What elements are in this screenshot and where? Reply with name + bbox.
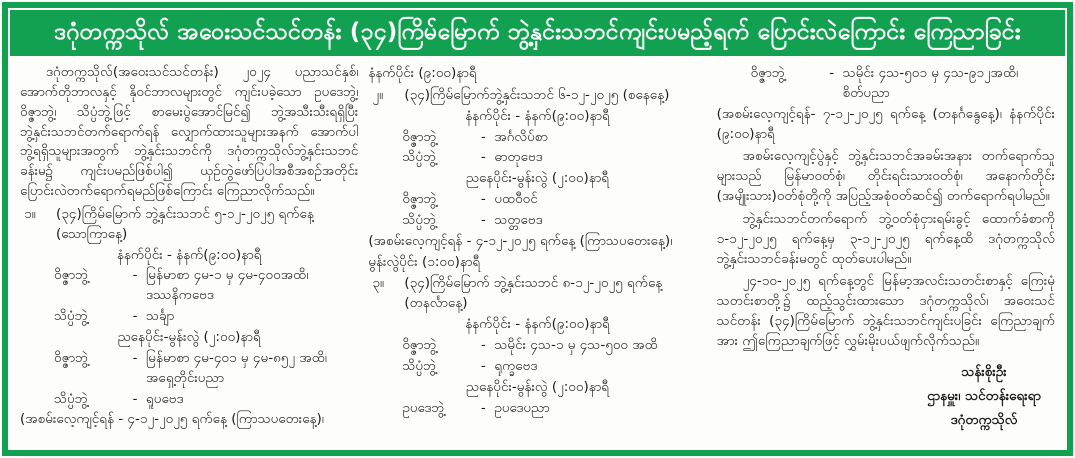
dash: - bbox=[480, 128, 486, 145]
dash: - bbox=[480, 191, 486, 208]
page-title: ဒဂုံတက္ကသိုလ် အဝေးသင်သင်တန်း (၃၄)ကြိမ်မြောက် ဘွဲ့နှင်းသဘင်ကျင်းပမည့်ရက် ပြောင်းလဲကြောင်း ကြေညာခြင်း bbox=[54, 19, 1021, 46]
degree-row bbox=[20, 307, 358, 327]
degree-label: ဝိဇ္ဇာဘွဲ့ bbox=[402, 336, 437, 353]
degree-row bbox=[368, 336, 706, 356]
afternoon-session-label: ညနေပိုင်း-မွန်းလွဲ (၂:၀၀)နာရီ bbox=[465, 378, 610, 395]
item-subtitle: (တနင်္လာနေ့) bbox=[404, 295, 468, 312]
morning-session-label: နံနက်ပိုင်း - နံနက်(၉:၀၀)နာရီ bbox=[465, 316, 610, 333]
practice-note-continuation: နံနက်ပိုင်း (၉:၀၀)နာရီ bbox=[368, 65, 477, 81]
degree-subjects: ရူပဗေဒ bbox=[146, 390, 184, 407]
intro-paragraph: ဒဂုံတက္ကသိုလ်(အဝေးသင်သင်တန်း) ၂၀၂၄ ပညာသင်နှစ်၊ အောက်တိုဘာလနှင့် နိုဝင်ဘာလများတွင် ကျင်းပခဲ့သော ဥပဒေဘွဲ့၊ ဝိဇ္ဇာဘွဲ့၊ သိပ္ပံဘွဲ့ဖြင့် စာမေးပွဲအောင်မြင်၍ ဘွဲ့အသီးသီးရရှိပြီး ဘွဲ့နှင်းသဘင်တက်ရောက်ရန် လျှောက်ထားသူများအနက် အောက်ပါဘွဲ့ရရှိသူများအတွက် ဘွဲ့နှင်းသဘင်ကို ဒဂုံတက္ကသိုလ်ဘွဲ့နှင်းသဘင်ခန်းမ၌ ကျင်းပမည်ဖြစ်ပါ၍ ယှဉ်တွဲဖော်ပြပါအစီအစဉ်အတိုင်း ပြောင်းလဲတက်ရောက်ရမည်ဖြစ်ကြောင်း ကြေညာလိုက်သည်။ bbox=[20, 64, 359, 200]
degree-subjects: သင်္ချာ bbox=[146, 308, 175, 325]
degree-subjects: အင်္ဂလိပ်စာ bbox=[494, 128, 548, 145]
afternoon-session-label: ညနေပိုင်း-မွန်းလွဲ (၂:၀၀)နာရီ bbox=[117, 328, 261, 345]
item-number: ၃။ bbox=[372, 275, 385, 292]
degree-label: ဝိဇ္ဇာဘွဲ့ bbox=[54, 267, 89, 284]
signature-block bbox=[927, 360, 1041, 433]
item-title: (၃၄)ကြိမ်မြောက်ဘွဲ့နှင်းသဘင် ၆-၁၂-၂၀၂၅ (စနေနေ့) bbox=[404, 86, 670, 103]
degree-subjects: ဓာတုဗေဒ bbox=[494, 149, 543, 166]
signature-title: ဌာနမှူး၊ သင်တန်းရေးရာ bbox=[927, 388, 1041, 405]
column-3 bbox=[717, 63, 1055, 444]
degree-row bbox=[368, 190, 706, 210]
dash: - bbox=[132, 390, 138, 407]
degree-subjects: မြန်မာစာ ၄မ-၄၀၁ မှ ၄မ-၈၅၂ အထိ၊ အရှေ့တိုင်းပညာ bbox=[146, 349, 327, 386]
item-subtitle: (သောကြာနေ့) bbox=[56, 225, 128, 242]
degree-label: ဝိဇ္ဇာဘွဲ့ bbox=[54, 349, 89, 366]
dash: - bbox=[480, 149, 486, 166]
practice-note: (အစမ်းလေ့ကျင့်ရန် - ၄-၁၂-၂၀၂၅ ရက်နေ့ (ကြာသပတေးနေ့)၊ bbox=[368, 232, 673, 249]
degree-row bbox=[368, 148, 706, 168]
schedule-item-1 bbox=[20, 205, 358, 245]
degree-row bbox=[20, 266, 358, 306]
morning-session-label: နံနက်ပိုင်း - နံနက်(၉:၀၀)နာရီ bbox=[116, 246, 262, 263]
degree-label: ဝိဇ္ဇာဘွဲ့ bbox=[750, 65, 785, 81]
dash: - bbox=[480, 357, 486, 374]
degree-label: သိပ္ပံဘွဲ့ bbox=[54, 390, 88, 407]
degree-row bbox=[368, 128, 706, 148]
degree-subjects: သမိုင်း ၄သ-၅၀၁ မှ ၄သ-၉၁၂အထိ၊ စိတ်ပညာ bbox=[842, 65, 1019, 101]
notice-body bbox=[10, 56, 1065, 448]
dash: - bbox=[829, 65, 835, 81]
practice-note: (အစမ်းလေ့ကျင့်ရန် - ၄-၁၂-၂၀၂၅ ရက်နေ့ (ကြာသပတေးနေ့)၊ bbox=[20, 411, 324, 428]
item-number: ၂။ bbox=[372, 86, 384, 103]
signature-name: သန်းစိုးဦး bbox=[961, 363, 1007, 380]
degree-label: ဝိဇ္ဇာဘွဲ့ bbox=[402, 128, 437, 145]
dash: - bbox=[480, 399, 486, 416]
dash: - bbox=[132, 267, 138, 284]
degree-subjects: ပထဝီဝင် bbox=[494, 191, 538, 208]
degree-label: သိပ္ပံဘွဲ့ bbox=[402, 211, 437, 228]
dress-code-paragraph: အစမ်းလေ့ကျင့်ပွဲနှင့် ဘွဲ့နှင်းသဘင်အခမ်းအနား တက်ရောက်သူများသည် မြန်မာဝတ်စုံ၊ တိုင်းရင်းသားဝတ်စုံ၊ အနောက်တိုင်း (အမျိုးသား)ဝတ်စုံတို့ကို အပြည့်အစုံဝတ်ဆင်၍ တက်ရောက်ရပါမည်။ bbox=[716, 148, 1055, 205]
column-2 bbox=[368, 63, 706, 444]
practice-note: (အစမ်းလေ့ကျင့်ရန်- ၇-၁၂-၂၀၂၅ ရက်နေ့ (တနင်္ဂနွေနေ့)၊ နံနက်ပိုင်း (၉:၀၀)နာရီ bbox=[716, 105, 1055, 142]
degree-row bbox=[368, 211, 706, 231]
schedule-item-2 bbox=[368, 86, 706, 106]
degree-label: သိပ္ပံဘွဲ့ bbox=[402, 357, 437, 374]
item-number: ၁။ bbox=[24, 205, 36, 222]
green-frame bbox=[2, 2, 1073, 456]
degree-row bbox=[20, 390, 358, 410]
degree-subjects: မြန်မာစာ ၄မ-၁ မှ ၄မ-၄၀၀အထိ၊ ဒဿနိကဗေဒ bbox=[146, 267, 309, 304]
supersede-paragraph: ၂၄-၁၀-၂၀၂၅ ရက်နေ့တွင် မြန်မာ့အလင်းသတင်းစာနှင့် ကြေးမုံသတင်းစာတို့၌ ထည့်သွင်းထားသော ဒဂုံတက္ကသိုလ်၊ အဝေးသင်သင်တန်း (၃၄)ကြိမ်မြောက် ဘွဲ့နှင်းသဘင်ကျင်းပခြင်း ကြေညာချက်အား ဤကြေညာချက်ဖြင့် လွှမ်းမိုးပယ်ဖျက်လိုက်သည်။ bbox=[716, 273, 1055, 349]
dash: - bbox=[480, 336, 486, 353]
header-banner bbox=[10, 10, 1065, 56]
dash: - bbox=[132, 308, 138, 325]
dash: - bbox=[480, 211, 486, 228]
practice-note-time: မွန်းလွဲပိုင်း (၁:၀၀)နာရီ bbox=[368, 253, 481, 270]
item-title: (၃၄)ကြိမ်မြောက် ဘွဲ့နှင်းသဘင် ၅-၁၂-၂၀၂၅ ရက်နေ့ (သောကြာနေ့) bbox=[56, 205, 314, 242]
degree-row bbox=[717, 64, 1055, 104]
degree-label: ဥပဒေဘွဲ့ bbox=[402, 399, 445, 416]
item-title: (၃၄)ကြိမ်မြောက် ဘွဲ့နှင်းသဘင် ၈-၁၂-၂၀၂၅ ရက်နေ့ (တနင်္လာနေ့) bbox=[404, 275, 663, 312]
degree-subjects: ရုက္ခဗေဒ bbox=[494, 357, 538, 374]
degree-label: သိပ္ပံဘွဲ့ bbox=[402, 149, 437, 166]
morning-session-label: နံနက်ပိုင်း - နံနက်(၉:၀၀)နာရီ bbox=[465, 107, 610, 124]
degree-subjects: သတ္တဗေဒ bbox=[494, 211, 543, 228]
degree-row bbox=[368, 399, 706, 419]
degree-label: သိပ္ပံဘွဲ့ bbox=[54, 308, 88, 325]
degree-row bbox=[20, 349, 358, 389]
schedule-item-3 bbox=[368, 274, 706, 314]
degree-row bbox=[368, 357, 706, 377]
afternoon-session-label: ညနေပိုင်း-မွန်းလွဲ (၂:၀၀)နာရီ bbox=[465, 170, 610, 187]
degree-label: ဝိဇ္ဇာဘွဲ့ bbox=[402, 191, 437, 208]
signature-org: ဒဂုံတက္ကသိုလ် bbox=[950, 412, 1018, 429]
degree-subjects: ဥပဒေပညာ bbox=[494, 399, 550, 416]
gown-rental-paragraph: ဘွဲ့နှင်းသဘင်တက်ရောက် ဘွဲ့ဝတ်စုံငှားရမ်းခွင့် ထောက်ခံစာကို ၁-၁၂-၂၀၂၅ ရက်နေ့မှ ၃-၁၂-၂၀၂၅ ရက်နေ့ထိ ဒဂုံတက္ကသိုလ် ဘွဲ့နှင်းသဘင်ခန်းမတွင် ထုတ်ပေးပါမည်။ bbox=[716, 210, 1055, 267]
dash: - bbox=[132, 349, 138, 366]
column-1 bbox=[20, 63, 358, 444]
degree-subjects: သမိုင်း ၄သ-၁ မှ ၄သ-၅၀၀ အထိ bbox=[494, 336, 658, 353]
